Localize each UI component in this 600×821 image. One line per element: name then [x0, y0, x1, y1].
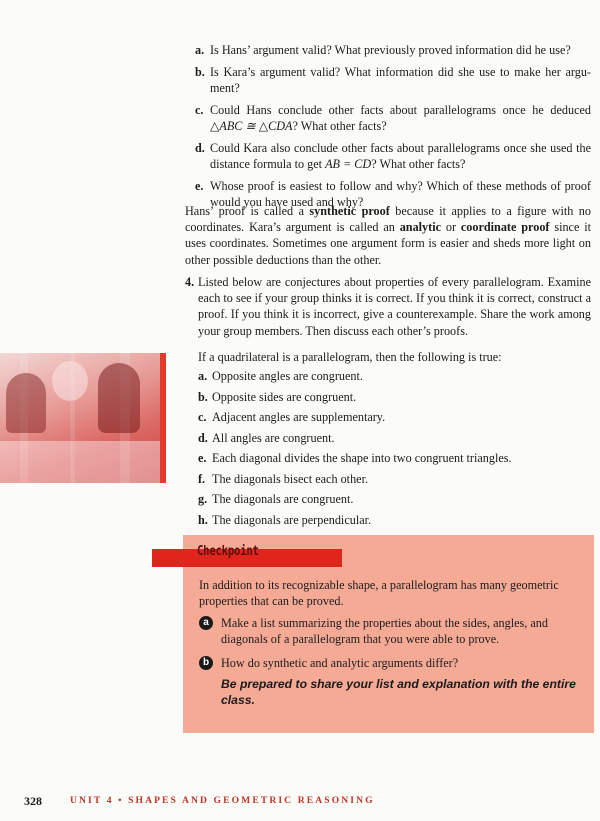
item-text: Opposite sides are congruent. — [212, 389, 357, 404]
checkpoint-item-a — [199, 615, 584, 647]
question-a — [195, 42, 591, 58]
list-item — [199, 615, 584, 647]
item-text: Each diagonal divides the shape into two congruent triangles. — [212, 451, 512, 465]
question-label: c. — [195, 102, 204, 117]
list-item — [199, 655, 584, 671]
list-item — [198, 389, 591, 405]
math-expression: △ABC ≅ △CDA — [210, 119, 293, 133]
synthetic-paragraph — [185, 203, 591, 268]
math-expression: AB = CD — [325, 157, 372, 171]
list-item — [198, 450, 591, 466]
item-text: Make a list summarizing the properties about the sides, angles, and diagonals of a parallelogram that you were able to prove. — [221, 616, 548, 647]
term-coordinate-proof: coordinate proof — [460, 220, 550, 235]
item-label: f. — [198, 471, 206, 486]
list-item — [198, 471, 591, 487]
unit-title: UNIT 4 • SHAPES AND GEOMETRIC REASONING — [70, 795, 375, 806]
question-list — [195, 42, 591, 216]
item-text: The diagonals bisect each other. — [212, 471, 369, 486]
question-text-part: ? What other facts? — [371, 157, 466, 171]
item-text: Opposite angles are congruent. — [212, 369, 363, 383]
item-label: b. — [198, 389, 208, 404]
problem-4-text: Listed below are conjectures about properties of every parallelogram. Examine each to see if your group thinks it is correct. If you think it is correct, construct a proof. If you think it is incorrect, give a counterexample. Share the work among your group members. Then discuss each other’s proofs. — [198, 275, 591, 338]
item-text: The diagonals are congruent. — [212, 492, 354, 506]
list-item — [198, 512, 591, 528]
item-text: Adjacent angles are supplementary. — [212, 410, 386, 424]
question-text-part: Could Kara also conclude other facts about parallelograms once she used the distance formula to get — [210, 140, 591, 171]
classroom-photo — [0, 353, 160, 483]
letter-a-icon: a — [199, 616, 213, 630]
paragraph-text: Hans’ proof is called a — [185, 204, 310, 218]
question-label: b. — [195, 64, 205, 79]
item-label: e. — [198, 451, 207, 465]
item-label: g. — [198, 492, 208, 506]
question-text-part: ? What other facts? — [292, 119, 387, 133]
item-label: h. — [198, 512, 208, 527]
list-item — [198, 491, 591, 507]
question-c — [195, 102, 591, 134]
list-item — [198, 368, 591, 384]
letter-b-icon: b — [199, 656, 213, 670]
paragraph-text: or — [441, 220, 461, 235]
term-synthetic-proof: synthetic proof — [309, 204, 390, 218]
checkpoint-intro: In addition to its recognizable shape, a parallelogram has many geometric properties that can be proved. — [199, 578, 559, 609]
item-text: The diagonals are perpendicular. — [212, 512, 372, 527]
item-text: All angles are congruent. — [212, 430, 335, 445]
photo-accent-bar — [160, 353, 166, 483]
list-item — [198, 430, 591, 446]
question-d — [195, 140, 591, 172]
question-label: e. — [195, 178, 204, 193]
item-text: How do synthetic and analytic arguments differ? — [221, 656, 459, 670]
item-label: a. — [198, 369, 208, 383]
term-analytic: analytic — [399, 220, 442, 235]
question-text: Whose proof is easiest to follow and why? Which of these methods of proof would you have used and why? — [210, 178, 591, 209]
question-label: a. — [195, 43, 205, 57]
question-text: Is Hans’ argument valid? What previously proved information did he use? — [210, 43, 571, 57]
paragraph-text: because it applies to a figure with no coordinates. Kara’s argument is called an — [185, 204, 591, 235]
problem-4-number — [185, 274, 194, 290]
question-text-part: Could Hans conclude other facts about parallelograms once he deduced — [210, 102, 591, 117]
conjecture-intro: If a quadrilateral is a parallelogram, then the following is true: — [198, 350, 502, 364]
prepare-instruction: Be prepared to share your list and explanation with the entire class. — [221, 677, 576, 708]
page-number: 328 — [24, 794, 42, 808]
item-label: c. — [198, 410, 207, 424]
paragraph-text: since it uses coordinates. Sometimes one argument form is easier and sheds more light on other possible deductions than the other. — [185, 220, 592, 267]
checkpoint-title: Checkpoint — [197, 544, 259, 559]
problem-number: 4. — [185, 275, 195, 289]
question-text: Is Kara’s argument valid? What information did she use to make her argu-ment? — [210, 64, 591, 95]
item-label: d. — [198, 430, 208, 445]
checkpoint-item-b — [199, 655, 584, 671]
conjecture-list — [198, 368, 591, 532]
question-label: d. — [195, 140, 205, 155]
list-item — [198, 409, 591, 425]
question-b — [195, 64, 591, 96]
question-text — [210, 140, 591, 172]
question-text — [210, 102, 591, 134]
